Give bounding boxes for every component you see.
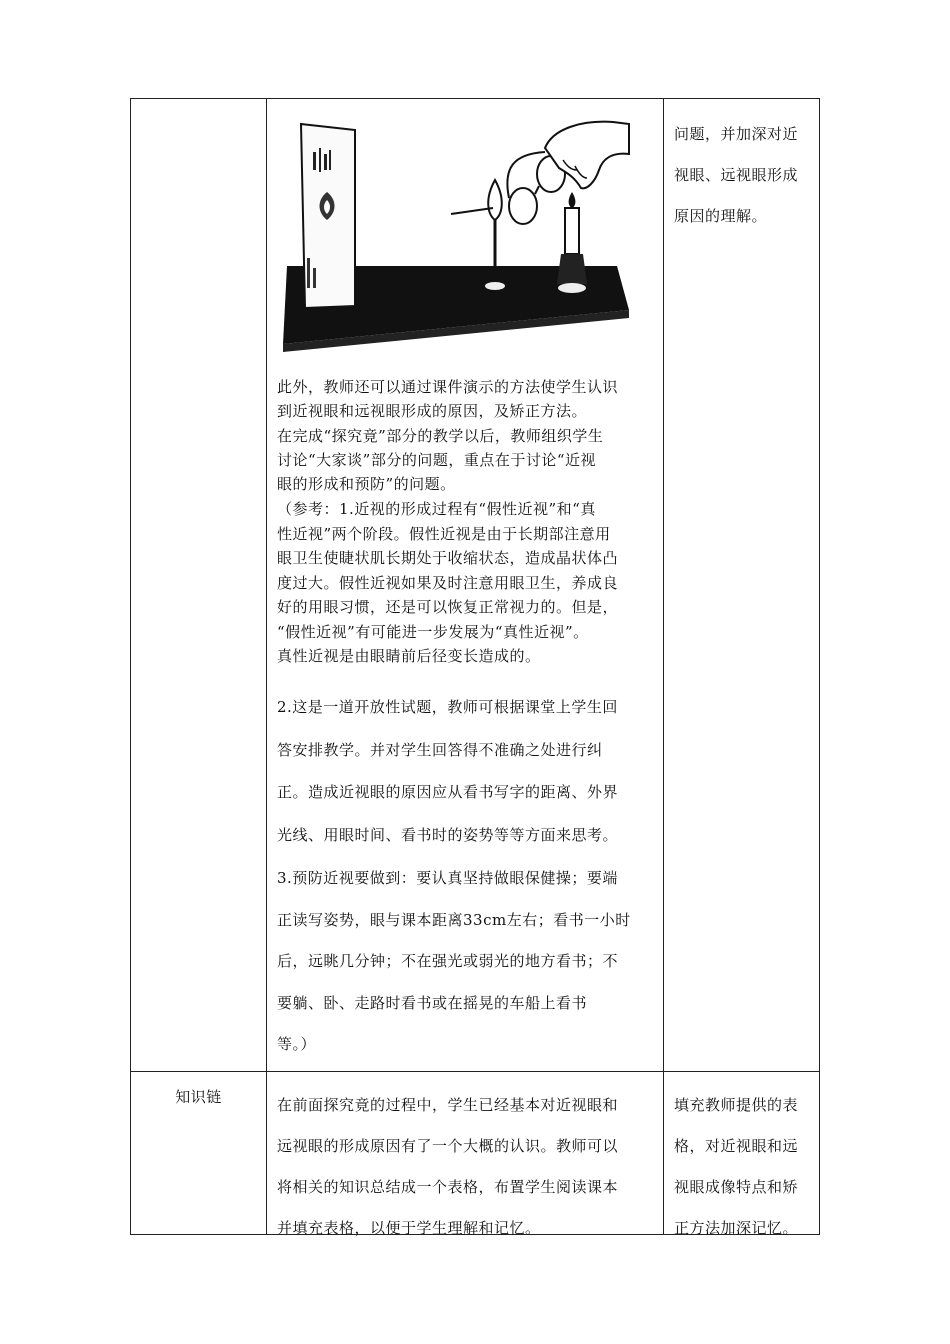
text-line: 后，远眺几分钟；不在强光或弱光的地方看书；不 <box>277 952 619 970</box>
row1-right-line: 原因的理解。 <box>674 207 768 225</box>
text-line: 格，对近视眼和远 <box>674 1137 799 1155</box>
row2-middle-cell <box>277 1085 659 1249</box>
table-col-divider-1 <box>266 98 267 1235</box>
text-line: “假性近视”有可能进一步发展为“真性近视”。 <box>277 622 589 641</box>
experiment-illustration <box>283 108 631 358</box>
text-line: 答安排教学。并对学生回答得不准确之处进行纠 <box>277 740 603 759</box>
text-line: 正。造成近视眼的原因应从看书写字的距离、外界 <box>277 783 619 801</box>
text-line: 度过大。假性近视如果及时注意用眼卫生，养成良 <box>277 573 619 592</box>
text-line: 填充教师提供的表 <box>674 1096 799 1114</box>
text-line: 在完成“探究竟”部分的教学以后，教师组织学生 <box>277 427 604 445</box>
text-line: 讨论“大家谈”部分的问题，重点在于讨论“近视 <box>277 451 597 469</box>
text-line: 光线、用眼时间、看书时的姿势等等方面来思考。 <box>277 825 619 844</box>
row1-middle-para4 <box>277 686 659 856</box>
text-line: 此外，教师还可以通过课件演示的方法使学生认识 <box>277 378 619 396</box>
text-line: 好的用眼习惯，还是可以恢复正常视力的。但是， <box>277 598 619 616</box>
text-line: 等。） <box>277 1035 317 1053</box>
row1-right-cell <box>674 114 814 237</box>
text-line: 将相关的知识总结成一个表格，布置学生阅读课本 <box>277 1178 619 1196</box>
text-line: （参考：1.近视的形成过程有“假性近视”和“真 <box>277 500 596 518</box>
table-col-divider-2 <box>663 98 664 1235</box>
text-line: 并填充表格，以便于学生理解和记忆。 <box>277 1219 541 1237</box>
text-line: 眼的形成和预防”的问题。 <box>277 475 456 493</box>
text-line: 性近视”两个阶段。假性近视是由于长期部注意用 <box>277 524 611 543</box>
text-line: 2.这是一道开放性试题，教师可根据课堂上学生回 <box>277 698 618 716</box>
row1-middle-para5 <box>277 858 659 1066</box>
row1-middle-para2 <box>277 424 659 496</box>
table-top-border <box>130 98 820 99</box>
text-line: 3.预防近视要做到：要认真坚持做眼保健操；要端 <box>277 869 618 887</box>
row1-right-line: 视眼、远视眼形成 <box>674 166 799 184</box>
text-line: 在前面探究竟的过程中，学生已经基本对近视眼和 <box>277 1096 619 1114</box>
text-line: 正方法加深记忆。 <box>674 1219 799 1237</box>
text-line: 眼卫生使睫状肌长期处于收缩状态，造成晶状体凸 <box>277 549 619 567</box>
table-row-divider <box>130 1071 820 1072</box>
table-right-border <box>819 98 820 1235</box>
row2-right-cell <box>674 1085 816 1249</box>
row2-left-label: 知识链 <box>175 1088 222 1106</box>
row1-middle-para3 <box>277 497 659 669</box>
row1-right-line: 问题，并加深对近 <box>674 125 799 143</box>
text-line: 到近视眼和远视眼形成的原因，及矫正方法。 <box>277 402 588 420</box>
table-left-border <box>130 98 131 1235</box>
text-line: 视眼成像特点和矫 <box>674 1178 799 1196</box>
row1-middle-para1 <box>277 375 659 423</box>
text-line: 远视眼的形成原因有了一个大概的认识。教师可以 <box>277 1137 619 1155</box>
text-line: 正读写姿势，眼与课本距离33cm左右；看书一小时 <box>277 910 631 929</box>
text-line: 要躺、卧、走路时看书或在摇晃的车船上看书 <box>277 993 588 1012</box>
text-line: 真性近视是由眼睛前后径变长造成的。 <box>277 647 541 665</box>
